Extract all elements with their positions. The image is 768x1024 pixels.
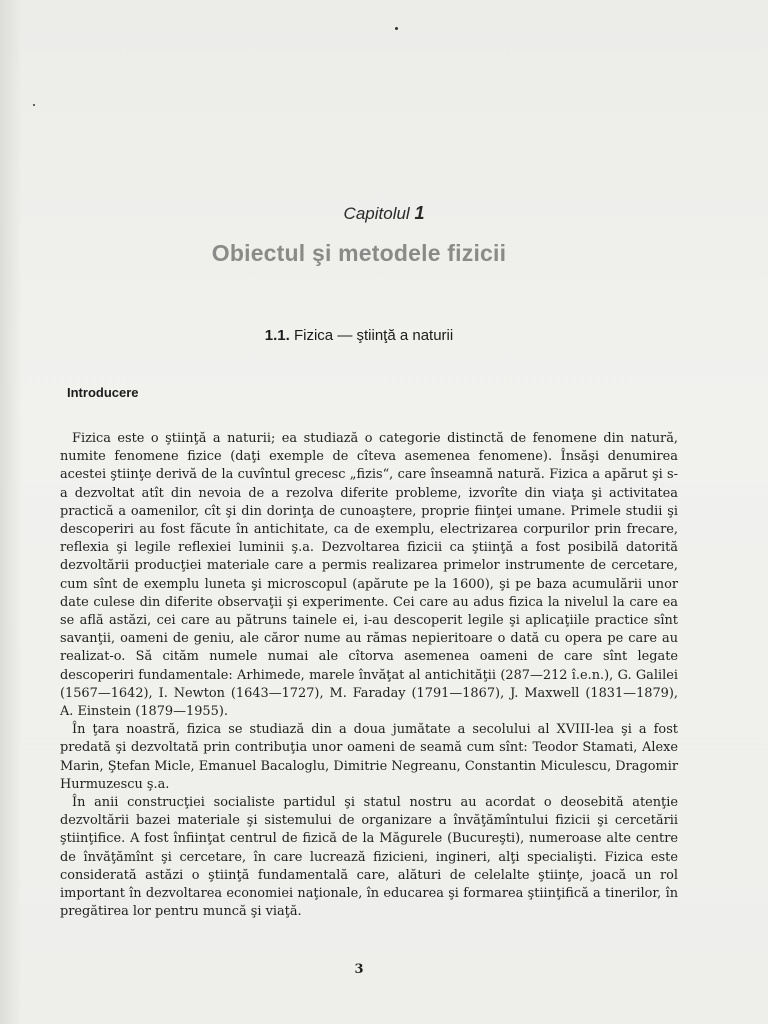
- page-edge-shadow: [0, 0, 22, 1024]
- paragraph: În ţara noastră, fizica se studiază din a doua jumătate a secolului al XVIII-lea şi a fost predată şi dezvoltată prin contribuţia unor oameni de seamă cum sînt: Teodor Stamati, Alexe Marin, Ştefan Micle, Emanuel Bacaloglu, Dimitrie Negreanu, Constantin Miculescu, Dragomir Hurmuzescu ş.a.: [60, 722, 678, 792]
- page-number: 3: [354, 962, 364, 977]
- chapter-label-word: Capitolul: [343, 204, 410, 223]
- left-speck: [33, 104, 35, 106]
- section-number: 1.1.: [264, 327, 290, 344]
- section-title: Fizica — ştiinţă a naturii: [293, 327, 454, 344]
- intro-heading: Introducere: [67, 385, 139, 400]
- paragraph: Fizica este o ştiinţă a naturii; ea studiază o categorie distinctă de fenomene din natură, numite fenomene fizice (daţi exemple de cîteva asemenea fenomene). Însăşi denumirea acestei ştiinţe derivă de la cuvîntul grecesc „fizis“, care înseamnă natură. Fizica a apărut şi s-a dezvoltat atît din nevoia de a rezolva diferite probleme, izvorîte din viaţa şi activitatea practică a oamenilor, cît şi din dorinţa de cunoaştere, proprie fiinţei umane. Primele studii şi descoperiri au fost făcute în antichitate, ca de exemplu, electrizarea corpurilor prin frecare, reflexia şi legile reflexiei luminii ş.a. Dezvoltarea fizicii ca ştiinţă a fost posibilă datorită dezvoltării producţiei materiale care a permis realizarea primelor instrumente de cercetare, cum sînt de exemplu luneta şi microscopul (apărute pe la 1600), şi pe baza acumulării unor date culese din diferite observaţii şi experimente. Cei care au adus fizica la nivelul la care ea se află astăzi, cei care au pătruns tainele ei, i-au descoperit legile şi aplicaţiile practice sînt savanţii, oameni de geniu, ale căror nume au rămas nepieritoare o dată cu opera pe care au realizat-o. Să cităm numele numai ale cîtorva asemenea oameni de care sînt legate descoperiri fundamentale: Arhimede, marele învăţat al antichităţii (287—212 î.e.n.), G. Galilei (1567—1642), I. Newton (1643—1727), M. Faraday (1791—1867), J. Maxwell (1831—1879), A. Einstein (1879—1955).: [60, 431, 678, 720]
- body-text: [60, 430, 678, 921]
- chapter-number: 1: [414, 203, 425, 223]
- section-heading: [0, 327, 718, 344]
- paragraph: În anii construcţiei socialiste partidul şi statul nostru au acordat o deosebită atenţie dezvoltării bazei materiale şi sistemului de organizare a învăţămîntului fizicii şi cercetării ştiinţifice. A fost înfiinţat centrul de fizică de la Măgurele (Bucureşti), numeroase alte centre de învăţămînt şi cercetare, în care lucrează fizicieni, ingineri, alţi specialişti. Fizica este considerată astăzi o ştiinţă fundamentală care, alături de celelalte ştiinţe, joacă un rol important în dezvoltarea economiei naţionale, în educarea şi formarea ştiinţifică a tinerilor, în pregătirea lor pentru muncă şi viaţă.: [60, 795, 678, 920]
- chapter-title: Obiectul şi metodele fizicii: [211, 240, 507, 266]
- top-speck: [395, 27, 398, 30]
- chapter-label: [0, 203, 768, 224]
